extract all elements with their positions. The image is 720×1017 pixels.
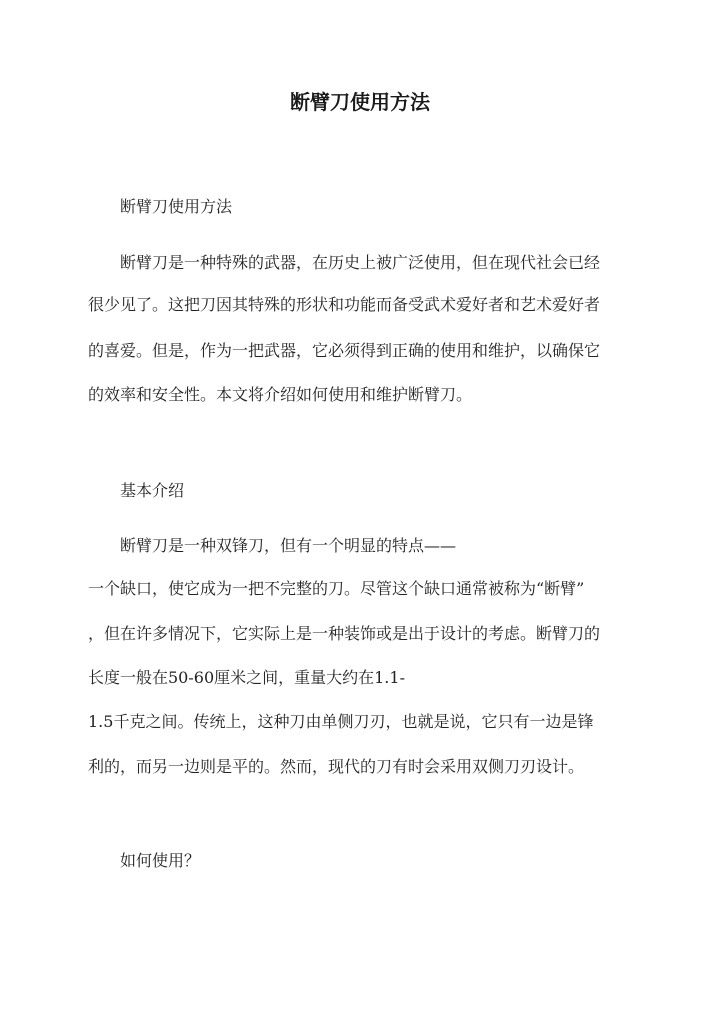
paragraph-line: 一个缺口，使它成为一把不完整的刀。尽管这个缺口通常被称为“断臂”: [88, 579, 585, 598]
paragraph-line: 断臂刀是一种特殊的武器，在历史上被广泛使用，但在现代社会已经: [120, 253, 601, 272]
paragraph-line: 的喜爱。但是，作为一把武器，它必须得到正确的使用和维护，以确保它: [88, 341, 601, 360]
paragraph-line: 长度一般在50-60厘米之间，重量大约在1.1-: [88, 668, 405, 687]
paragraph-line: 1.5千克之间。传统上，这种刀由单侧刀刃，也就是说，它只有一边是锋: [88, 712, 594, 731]
paragraph-line: 利的，而另一边则是平的。然而，现代的刀有时会采用双侧刀刃设计。: [88, 757, 585, 776]
paragraph-line: ，但在许多情况下，它实际上是一种装饰或是出于设计的考虑。断臂刀的: [88, 624, 601, 643]
paragraph-line: 断臂刀是一种双锋刀，但有一个明显的特点——: [120, 536, 457, 555]
paragraph-line: 的效率和安全性。本文将介绍如何使用和维护断臂刀。: [88, 385, 473, 404]
section-heading: 基本介绍: [120, 481, 185, 500]
paragraph-line: 很少见了。这把刀因其特殊的形状和功能而备受武术爱好者和艺术爱好者: [88, 295, 601, 314]
document-title: 断臂刀使用方法: [290, 90, 430, 114]
section-heading: 如何使用？: [120, 851, 201, 870]
section-heading: 断臂刀使用方法: [120, 197, 233, 216]
